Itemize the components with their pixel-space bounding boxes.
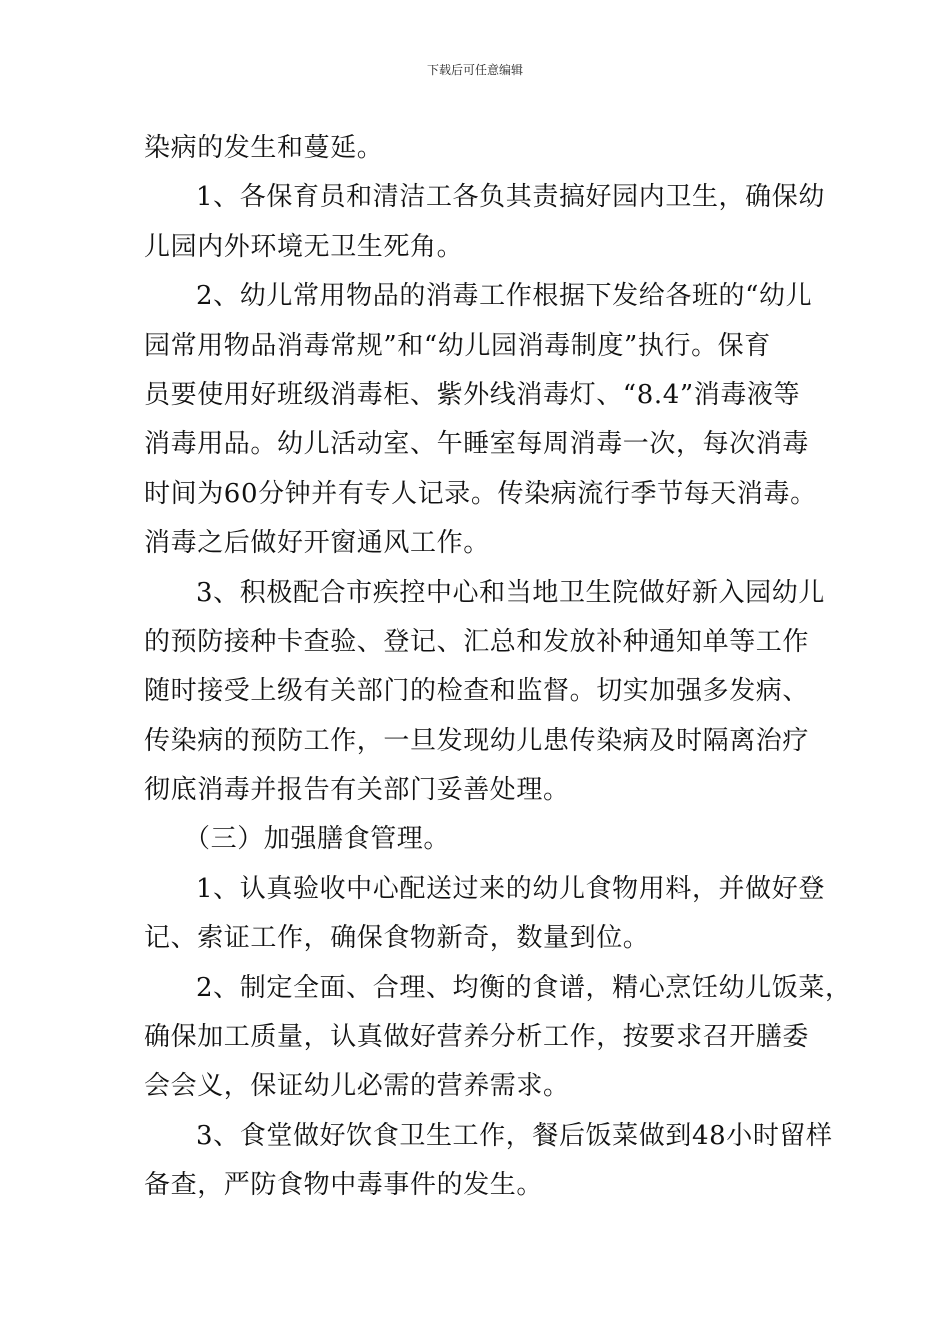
paragraph-food-receiving xyxy=(144,865,825,964)
text-line: 园常用物品消毒常规”和“幼儿园消毒制度”执行。保育 xyxy=(144,330,771,361)
text-line: 1、各保育员和清洁工各负其责搞好园内卫生，确保幼 xyxy=(196,182,825,213)
text-line: 员要使用好班级消毒柜、紫外线消毒灯、“8.4”消毒液等 xyxy=(144,379,801,410)
text-line: 记、索证工作，确保食物新奇，数量到位。 xyxy=(144,923,650,954)
text-line: 消毒之后做好开窗通风工作。 xyxy=(144,528,490,559)
paragraph-disinfection xyxy=(144,272,817,568)
paragraph-continuation xyxy=(144,124,814,173)
text-line: 3、食堂做好饮食卫生工作，餐后饭菜做到48小时留样 xyxy=(196,1120,833,1151)
paragraph-canteen-hygiene xyxy=(144,1112,833,1211)
text-line: 确保加工质量，认真做好营养分析工作，按要求召开膳委 xyxy=(144,1022,810,1053)
paragraph-sanitation xyxy=(144,173,825,272)
text-line: 时间为60分钟并有专人记录。传染病流行季节每天消毒。 xyxy=(144,478,817,509)
page-header: 下载后可任意编辑 xyxy=(426,63,523,77)
document-body xyxy=(144,124,852,1211)
text-line: 2、制定全面、合理、均衡的食谱，精心烹饪幼儿饭菜， xyxy=(196,972,852,1003)
text-line: 会会义，保证幼儿必需的营养需求。 xyxy=(144,1071,570,1102)
text-line: 备查，严防食物中毒事件的发生。 xyxy=(144,1170,544,1201)
text-line: 2、幼儿常用物品的消毒工作根据下发给各班的“幼儿 xyxy=(196,281,813,312)
paragraph-menu-planning xyxy=(144,964,852,1112)
text-line: 1、认真验收中心配送过来的幼儿食物用料，并做好登 xyxy=(196,873,825,904)
section-heading xyxy=(144,815,814,864)
text-line: 3、积极配合市疾控中心和当地卫生院做好新入园幼儿 xyxy=(196,577,825,608)
text-line: 消毒用品。幼儿活动室、午睡室每周消毒一次，每次消毒 xyxy=(144,429,810,460)
text-line: 儿园内外环境无卫生死角。 xyxy=(144,231,464,262)
text-line: 传染病的预防工作，一旦发现幼儿患传染病及时隔离治疗 xyxy=(144,725,810,756)
heading-line: （三）加强膳食管理。 xyxy=(184,824,451,855)
text-line: 的预防接种卡查验、登记、汇总和发放补种通知单等工作 xyxy=(144,626,810,657)
text-line: 彻底消毒并报告有关部门妥善处理。 xyxy=(144,775,570,806)
text-line: 染病的发生和蔓延。 xyxy=(144,133,384,163)
text-line: 随时接受上级有关部门的检查和监督。切实加强多发病、 xyxy=(144,676,810,707)
paragraph-disease-control xyxy=(144,569,825,816)
